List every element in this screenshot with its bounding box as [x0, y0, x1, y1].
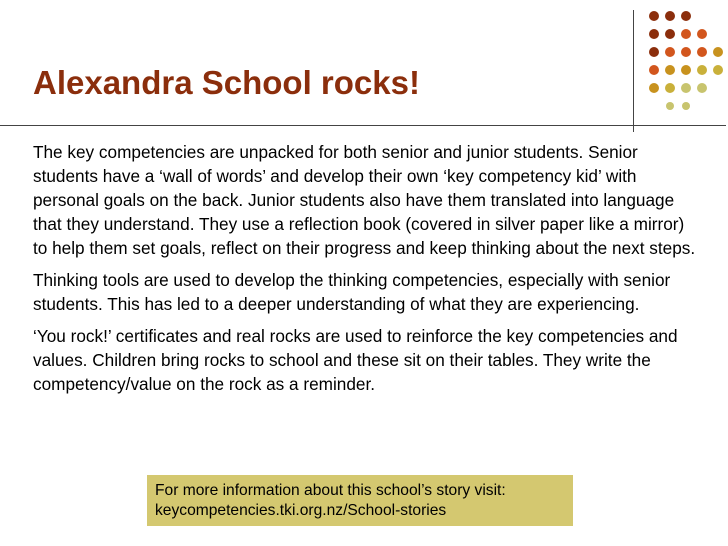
dot [681, 65, 691, 75]
dot [665, 29, 675, 39]
dot [665, 83, 675, 93]
dot [681, 29, 691, 39]
dot [649, 11, 659, 21]
horizontal-divider [0, 125, 726, 126]
dot [682, 102, 690, 110]
dot [697, 29, 707, 39]
info-box-line-1: For more information about this school’s story visit: [155, 482, 506, 499]
dot [649, 47, 659, 57]
paragraph-thinking-tools: Thinking tools are used to develop the thinking competencies, especially with senior students. This has led to a deeper understanding of what they are experiencing. [33, 270, 671, 314]
dot [681, 83, 691, 93]
dot [649, 65, 659, 75]
vertical-divider [633, 10, 634, 132]
dot [697, 83, 707, 93]
dot [649, 29, 659, 39]
paragraph-you-rock: ‘You rock!’ certificates and real rocks are used to reinforce the key competencies and values. Children bring rocks to school and these sit on their tables. They write the competency/value on the rock as a reminder. [33, 326, 678, 394]
dot [665, 47, 675, 57]
dot [649, 83, 659, 93]
dot [697, 65, 707, 75]
paragraph-key-competencies: The key competencies are unpacked for both senior and junior students. Senior students have a ‘wall of words’ and develop their own ‘key competency kid’ with personal goals on the back. Junior students also have them translated into language that they understand. They use a reflection book (covered in silver paper like a mirror) to help them set goals, reflect on their progress and keep thinking about the next steps. [33, 142, 696, 258]
dot [681, 11, 691, 21]
dot [681, 47, 691, 57]
dot [713, 47, 723, 57]
dot [665, 65, 675, 75]
slide-title: Alexandra School rocks! [33, 64, 420, 101]
slide-body [33, 140, 703, 404]
decorative-dot-grid [648, 10, 728, 110]
dot [665, 11, 675, 21]
info-box [147, 475, 573, 526]
dot [713, 65, 723, 75]
dot [697, 47, 707, 57]
dot [666, 102, 674, 110]
info-box-link[interactable]: keycompetencies.tki.org.nz/School-stories [155, 502, 447, 519]
